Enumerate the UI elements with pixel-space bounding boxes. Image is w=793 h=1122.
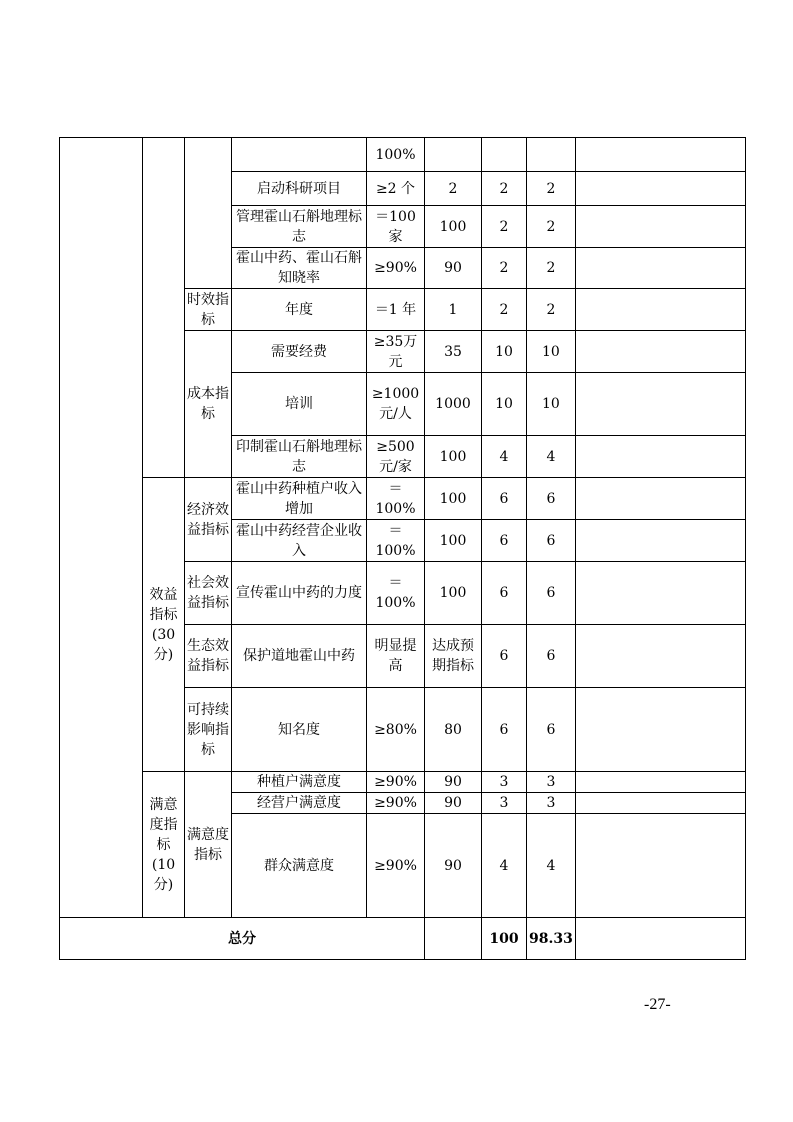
total-weight: 100 xyxy=(482,918,527,960)
weight-value: 6 xyxy=(482,562,527,625)
second-level-cell xyxy=(143,138,185,478)
page-number: -27- xyxy=(644,996,671,1013)
score-value: 2 xyxy=(527,172,576,206)
actual-value: 1 xyxy=(425,289,482,331)
category-ecological: 生态效益指标 xyxy=(185,625,232,688)
group-benefit: 效益指标(30分) xyxy=(143,478,185,772)
weight-value: 10 xyxy=(482,331,527,373)
category-social: 社会效益指标 xyxy=(185,562,232,625)
target-value: ≥90% xyxy=(367,814,425,918)
target-value: ≥1000元/人 xyxy=(367,373,425,436)
score-value: 4 xyxy=(527,814,576,918)
weight-value: 6 xyxy=(482,520,527,562)
target-value: ＝100% xyxy=(367,562,425,625)
actual-value: 90 xyxy=(425,814,482,918)
indicator-name: 霍山中药、霍山石斛知晓率 xyxy=(232,248,367,289)
category-timeliness: 时效指标 xyxy=(185,289,232,331)
score-value: 2 xyxy=(527,206,576,248)
actual-value: 100 xyxy=(425,478,482,520)
indicator-name: 经营户满意度 xyxy=(232,793,367,814)
actual-value: 80 xyxy=(425,688,482,772)
third-level-cell xyxy=(185,138,232,289)
actual-value: 90 xyxy=(425,248,482,289)
score-value: 2 xyxy=(527,248,576,289)
actual-value: 100 xyxy=(425,562,482,625)
actual-value: 90 xyxy=(425,772,482,793)
category-economic: 经济效益指标 xyxy=(185,478,232,562)
remark-cell xyxy=(575,331,745,373)
actual-value: 100 xyxy=(425,520,482,562)
weight-value: 2 xyxy=(482,172,527,206)
remark-cell xyxy=(575,206,745,248)
category-satisfaction: 满意度指标 xyxy=(185,772,232,918)
remark-cell xyxy=(575,248,745,289)
score-value: 6 xyxy=(527,688,576,772)
indicator-name: 种植户满意度 xyxy=(232,772,367,793)
indicator-name: 印制霍山石斛地理标志 xyxy=(232,436,367,478)
score-value: 10 xyxy=(527,373,576,436)
score-value: 2 xyxy=(527,289,576,331)
remark-cell xyxy=(575,688,745,772)
remark-cell xyxy=(575,562,745,625)
total-actual xyxy=(425,918,482,960)
target-value: ＝100% xyxy=(367,520,425,562)
target-value: 100% xyxy=(367,138,425,172)
target-value: ≥90% xyxy=(367,772,425,793)
target-value: ＝100% xyxy=(367,478,425,520)
indicator-name: 霍山中药经营企业收入 xyxy=(232,520,367,562)
actual-value: 2 xyxy=(425,172,482,206)
score-value xyxy=(527,138,576,172)
table-row xyxy=(60,478,746,520)
remark-cell xyxy=(575,289,745,331)
remark-cell xyxy=(575,772,745,793)
remark-cell xyxy=(575,138,745,172)
weight-value: 6 xyxy=(482,478,527,520)
indicator-name: 需要经费 xyxy=(232,331,367,373)
weight-value: 10 xyxy=(482,373,527,436)
actual-value: 100 xyxy=(425,436,482,478)
target-value: ≥90% xyxy=(367,793,425,814)
remark-cell xyxy=(575,478,745,520)
indicator-name: 保护道地霍山中药 xyxy=(232,625,367,688)
total-row xyxy=(60,918,746,960)
total-score: 98.33 xyxy=(527,918,576,960)
weight-value: 3 xyxy=(482,793,527,814)
actual-value xyxy=(425,138,482,172)
total-remark xyxy=(575,918,745,960)
target-value: ≥2 个 xyxy=(367,172,425,206)
score-value: 3 xyxy=(527,793,576,814)
actual-value: 90 xyxy=(425,793,482,814)
category-cost: 成本指标 xyxy=(185,331,232,478)
remark-cell xyxy=(575,814,745,918)
indicator-name: 宣传霍山中药的力度 xyxy=(232,562,367,625)
weight-value xyxy=(482,138,527,172)
weight-value: 4 xyxy=(482,814,527,918)
indicator-name: 培训 xyxy=(232,373,367,436)
actual-value: 100 xyxy=(425,206,482,248)
score-value: 6 xyxy=(527,562,576,625)
target-value: ＝100家 xyxy=(367,206,425,248)
target-value: ≥90% xyxy=(367,248,425,289)
weight-value: 2 xyxy=(482,206,527,248)
remark-cell xyxy=(575,172,745,206)
indicator-name: 启动科研项目 xyxy=(232,172,367,206)
remark-cell xyxy=(575,520,745,562)
weight-value: 3 xyxy=(482,772,527,793)
actual-value: 1000 xyxy=(425,373,482,436)
target-value: ≥500元/家 xyxy=(367,436,425,478)
score-value: 6 xyxy=(527,625,576,688)
indicator-name: 霍山中药种植户收入增加 xyxy=(232,478,367,520)
target-value: ≥80% xyxy=(367,688,425,772)
performance-table xyxy=(59,137,746,960)
remark-cell xyxy=(575,793,745,814)
score-value: 3 xyxy=(527,772,576,793)
total-label: 总分 xyxy=(60,918,425,960)
score-value: 10 xyxy=(527,331,576,373)
weight-value: 4 xyxy=(482,436,527,478)
remark-cell xyxy=(575,373,745,436)
score-value: 4 xyxy=(527,436,576,478)
indicator-name: 管理霍山石斛地理标志 xyxy=(232,206,367,248)
weight-value: 6 xyxy=(482,625,527,688)
target-value: ＝1 年 xyxy=(367,289,425,331)
weight-value: 6 xyxy=(482,688,527,772)
group-satisfaction: 满意度指标(10分) xyxy=(143,772,185,918)
remark-cell xyxy=(575,625,745,688)
weight-value: 2 xyxy=(482,289,527,331)
indicator-name xyxy=(232,138,367,172)
weight-value: 2 xyxy=(482,248,527,289)
first-level-cell xyxy=(60,138,143,918)
table-row xyxy=(60,138,746,172)
score-value: 6 xyxy=(527,520,576,562)
table-row xyxy=(60,772,746,793)
score-value: 6 xyxy=(527,478,576,520)
target-value: 明显提高 xyxy=(367,625,425,688)
actual-value: 达成预期指标 xyxy=(425,625,482,688)
indicator-name: 知名度 xyxy=(232,688,367,772)
indicator-name: 群众满意度 xyxy=(232,814,367,918)
category-sustainable: 可持续影响指标 xyxy=(185,688,232,772)
remark-cell xyxy=(575,436,745,478)
actual-value: 35 xyxy=(425,331,482,373)
target-value: ≥35万元 xyxy=(367,331,425,373)
indicator-name: 年度 xyxy=(232,289,367,331)
